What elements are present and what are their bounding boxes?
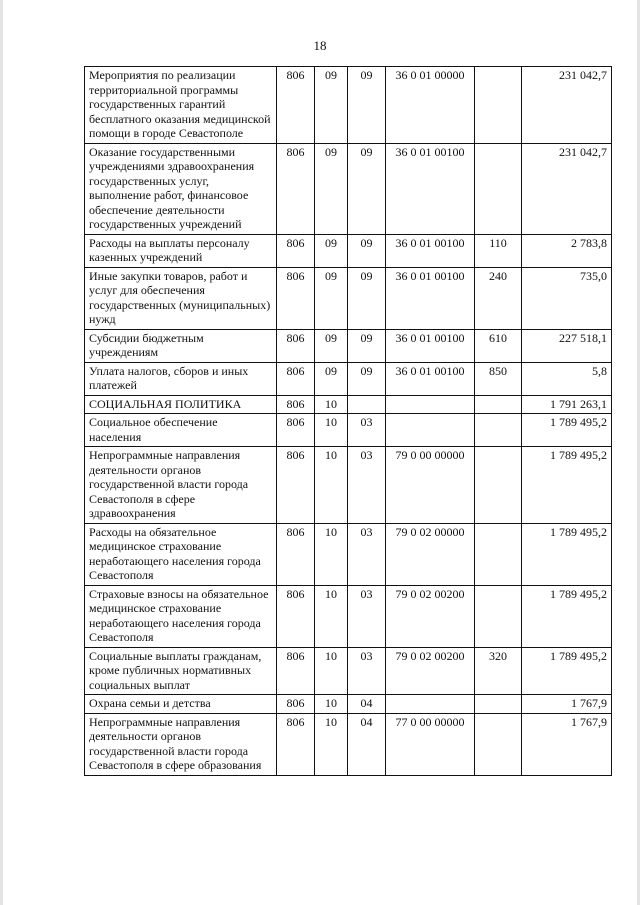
- subsection-code-cell: 09: [348, 67, 386, 144]
- section-code-cell: 10: [315, 395, 348, 414]
- amount-cell: 1 789 495,2: [522, 523, 612, 585]
- target-article-cell: 36 0 01 00000: [386, 67, 475, 144]
- expense-type-cell: [475, 695, 522, 714]
- subsection-code-cell: 03: [348, 447, 386, 524]
- table-row: [85, 362, 612, 395]
- budget-table: [84, 66, 612, 776]
- amount-cell: 1 789 495,2: [522, 414, 612, 447]
- table-row: [85, 329, 612, 362]
- subsection-code-cell: 04: [348, 695, 386, 714]
- expense-type-cell: [475, 523, 522, 585]
- scan-edge-left: [0, 0, 3, 905]
- ved-code-cell: 806: [277, 523, 315, 585]
- row-name-cell: Охрана семьи и детства: [85, 695, 277, 714]
- subsection-code-cell: 09: [348, 267, 386, 329]
- subsection-code-cell: 09: [348, 329, 386, 362]
- section-code-cell: 09: [315, 234, 348, 267]
- ved-code-cell: 806: [277, 695, 315, 714]
- expense-type-cell: [475, 414, 522, 447]
- budget-table-body: [85, 67, 612, 776]
- subsection-code-cell: 04: [348, 713, 386, 775]
- ved-code-cell: 806: [277, 647, 315, 695]
- amount-cell: 5,8: [522, 362, 612, 395]
- table-row: [85, 647, 612, 695]
- subsection-code-cell: 09: [348, 362, 386, 395]
- row-name-cell: Непрограммные направления деятельности органов государственной власти города Севастополя в сфере образования: [85, 713, 277, 775]
- amount-cell: 2 783,8: [522, 234, 612, 267]
- row-name-cell: Непрограммные направления деятельности органов государственной власти города Севастополя в сфере здравоохранения: [85, 447, 277, 524]
- row-name-cell: Уплата налогов, сборов и иных платежей: [85, 362, 277, 395]
- ved-code-cell: 806: [277, 585, 315, 647]
- table-row: [85, 234, 612, 267]
- subsection-code-cell: 03: [348, 523, 386, 585]
- section-code-cell: 09: [315, 267, 348, 329]
- row-name-cell: Расходы на выплаты персоналу казенных учреждений: [85, 234, 277, 267]
- table-row: [85, 695, 612, 714]
- expense-type-cell: [475, 585, 522, 647]
- row-name-cell: Субсидии бюджетным учреждениям: [85, 329, 277, 362]
- ved-code-cell: 806: [277, 414, 315, 447]
- table-row: [85, 143, 612, 234]
- target-article-cell: 36 0 01 00100: [386, 143, 475, 234]
- row-name-cell: Иные закупки товаров, работ и услуг для обеспечения государственных (муниципальных) нужд: [85, 267, 277, 329]
- ved-code-cell: 806: [277, 67, 315, 144]
- section-code-cell: 10: [315, 447, 348, 524]
- amount-cell: 1 767,9: [522, 713, 612, 775]
- amount-cell: 231 042,7: [522, 67, 612, 144]
- amount-cell: 231 042,7: [522, 143, 612, 234]
- expense-type-cell: 320: [475, 647, 522, 695]
- section-code-cell: 09: [315, 329, 348, 362]
- amount-cell: 1 767,9: [522, 695, 612, 714]
- target-article-cell: 36 0 01 00100: [386, 329, 475, 362]
- ved-code-cell: 806: [277, 362, 315, 395]
- target-article-cell: 79 0 02 00000: [386, 523, 475, 585]
- expense-type-cell: [475, 447, 522, 524]
- target-article-cell: 77 0 00 00000: [386, 713, 475, 775]
- section-code-cell: 10: [315, 647, 348, 695]
- ved-code-cell: 806: [277, 329, 315, 362]
- target-article-cell: 36 0 01 00100: [386, 267, 475, 329]
- amount-cell: 1 791 263,1: [522, 395, 612, 414]
- table-row: [85, 585, 612, 647]
- target-article-cell: 36 0 01 00100: [386, 362, 475, 395]
- row-name-cell: Страховые взносы на обязательное медицинское страхование неработающего населения города Севастополя: [85, 585, 277, 647]
- target-article-cell: 36 0 01 00100: [386, 234, 475, 267]
- table-row: [85, 447, 612, 524]
- subsection-code-cell: 03: [348, 414, 386, 447]
- row-name-cell: Расходы на обязательное медицинское страхование неработающего населения города Севастополя: [85, 523, 277, 585]
- row-name-cell: Социальное обеспечение населения: [85, 414, 277, 447]
- section-code-cell: 10: [315, 414, 348, 447]
- table-row: [85, 713, 612, 775]
- row-name-cell: Социальные выплаты гражданам, кроме публичных нормативных социальных выплат: [85, 647, 277, 695]
- target-article-cell: [386, 414, 475, 447]
- expense-type-cell: 850: [475, 362, 522, 395]
- ved-code-cell: 806: [277, 713, 315, 775]
- ved-code-cell: 806: [277, 143, 315, 234]
- row-name-cell: Оказание государственными учреждениями здравоохранения государственных услуг, выполнение работ, финансовое обеспечение деятельности государственных учреждений: [85, 143, 277, 234]
- section-code-cell: 10: [315, 523, 348, 585]
- amount-cell: 1 789 495,2: [522, 585, 612, 647]
- amount-cell: 1 789 495,2: [522, 647, 612, 695]
- subsection-code-cell: 09: [348, 234, 386, 267]
- amount-cell: 227 518,1: [522, 329, 612, 362]
- target-article-cell: 79 0 00 00000: [386, 447, 475, 524]
- amount-cell: 735,0: [522, 267, 612, 329]
- row-name-cell: Мероприятия по реализации территориальной программы государственных гарантий бесплатного оказания медицинской помощи в городе Севастополе: [85, 67, 277, 144]
- section-code-cell: 10: [315, 695, 348, 714]
- subsection-code-cell: 09: [348, 143, 386, 234]
- amount-cell: 1 789 495,2: [522, 447, 612, 524]
- target-article-cell: [386, 395, 475, 414]
- expense-type-cell: [475, 67, 522, 144]
- target-article-cell: 79 0 02 00200: [386, 585, 475, 647]
- section-code-cell: 09: [315, 143, 348, 234]
- table-row: [85, 414, 612, 447]
- target-article-cell: 79 0 02 00200: [386, 647, 475, 695]
- target-article-cell: [386, 695, 475, 714]
- expense-type-cell: [475, 713, 522, 775]
- expense-type-cell: 110: [475, 234, 522, 267]
- expense-type-cell: [475, 395, 522, 414]
- section-code-cell: 10: [315, 713, 348, 775]
- table-row: [85, 67, 612, 144]
- ved-code-cell: 806: [277, 267, 315, 329]
- subsection-code-cell: [348, 395, 386, 414]
- section-code-cell: 09: [315, 362, 348, 395]
- subsection-code-cell: 03: [348, 585, 386, 647]
- table-row: [85, 523, 612, 585]
- ved-code-cell: 806: [277, 395, 315, 414]
- expense-type-cell: [475, 143, 522, 234]
- ved-code-cell: 806: [277, 234, 315, 267]
- section-code-cell: 09: [315, 67, 348, 144]
- table-row: [85, 395, 612, 414]
- row-name-cell: СОЦИАЛЬНАЯ ПОЛИТИКА: [85, 395, 277, 414]
- table-row: [85, 267, 612, 329]
- expense-type-cell: 240: [475, 267, 522, 329]
- expense-type-cell: 610: [475, 329, 522, 362]
- subsection-code-cell: 03: [348, 647, 386, 695]
- section-code-cell: 10: [315, 585, 348, 647]
- page-number: 18: [313, 38, 327, 53]
- ved-code-cell: 806: [277, 447, 315, 524]
